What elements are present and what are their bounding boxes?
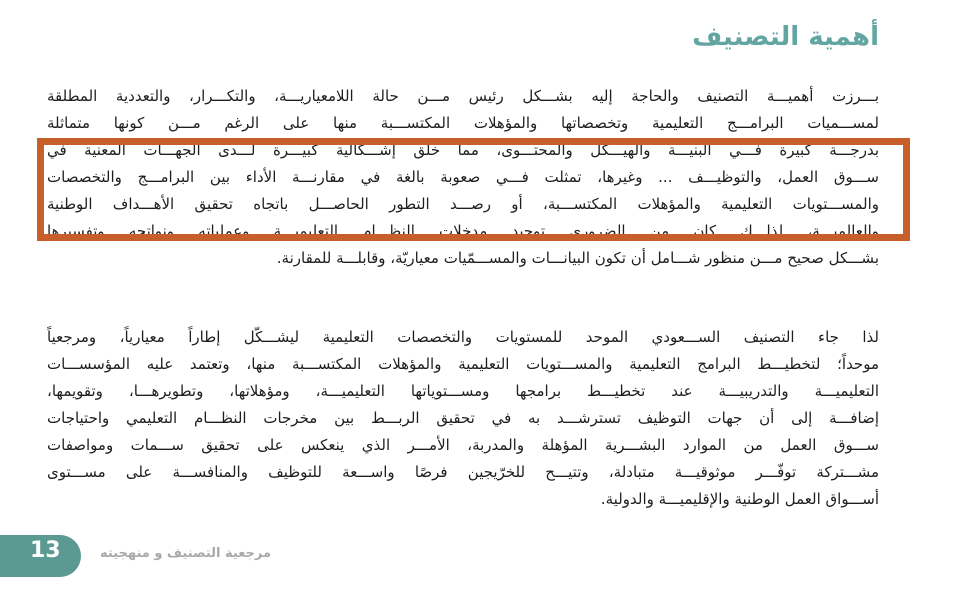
paragraph-line: مشـــتركة توفّـــر موثوقيـــة متبادلة، وتتيـــح للخرّيجين فرصًا واســـعة للتوظيف والمنافســـة على مســـتوى (47, 463, 879, 481)
section-title: أهمية التصنيف (692, 22, 879, 52)
paragraph-line: موحداً؛ لتخطيـــط البرامج التعليمية والمســـتويات التعليمية والمؤهلات المكتســـبة منها، وتعتمد عليه المؤسســـات (47, 355, 879, 373)
paragraph-line: والمســـتويات التعليمية والمؤهلات المكتســـبة، أو رصـــد التطور الحاصـــل باتجاه تحقيق الأهـــداف الوطنية (47, 195, 879, 213)
page-number: 13 (30, 538, 61, 563)
paragraph-line: والعالميـــة، لذلـــك كان من الضروري توحيد مدخلات النظـــام التعليميـــة وعملياته ونواتجه وتفسيرها (47, 222, 879, 240)
paragraph-1 (47, 83, 879, 272)
footer-title: مرجعية التصنيف و منهجيته (100, 546, 272, 561)
paragraph-line: التعليميـــة والتدريبيـــة عند تخطيـــط برامجها ومســـتوياتها التعليميـــة، ومؤهلاتها، وتطويرهـــا، وتقويمها، (47, 382, 879, 400)
paragraph-line: بشـــكل صحيح مـــن منظور شـــامل أن تكون البيانـــات والمســـمّيات معياريّة، وقابلـــة للمقارنة. (276, 249, 879, 267)
paragraph-line: لذا جاء التصنيف الســـعودي الموحد للمستويات والتخصصات التعليمية ليشـــكّل إطاراً معيارياً، ومرجعياً (47, 328, 879, 346)
paragraph-line: لمســـميات البرامـــج التعليمية وتخصصاتها والمؤهلات المكتســـبة منها على الرغم مـــن كونها متماثلة (47, 114, 879, 132)
paragraph-line: بدرجـــة كبيرة فـــي البنيـــة والهيـــكل والمحتـــوى، مما خلق إشـــكالية كبيـــرة لـــدى الجهـــات المعنية في (47, 141, 879, 159)
paragraph-line: بـــرزت أهميـــة التصنيف والحاجة إليه بشـــكل رئيس مـــن حالة اللامعياريـــة، والتكـــرار، والتعددية المطلقة (47, 87, 879, 105)
paragraph-2 (47, 324, 879, 513)
paragraph-line: إضافـــة إلى أن جهات التوظيف تسترشـــد به في تحقيق الربـــط بين مخرجات النظـــام التعليمي واحتياجات (47, 409, 879, 427)
paragraph-line: ســـوق العمل، والتوظيـــف ... وغيرها، تمثلت فـــي صعوبة بالغة في مقارنـــة الأداء بين البرامـــج والتخصصات (47, 168, 879, 186)
paragraph-line: ســـوق العمل من الموارد البشـــرية المؤهلة والمدربة، الأمـــر الذي ينعكس على تحقيق ســـمات ومواصفات (47, 436, 879, 454)
paragraph-line: أســـواق العمل الوطنية والإقليميـــة والدولية. (600, 490, 879, 508)
